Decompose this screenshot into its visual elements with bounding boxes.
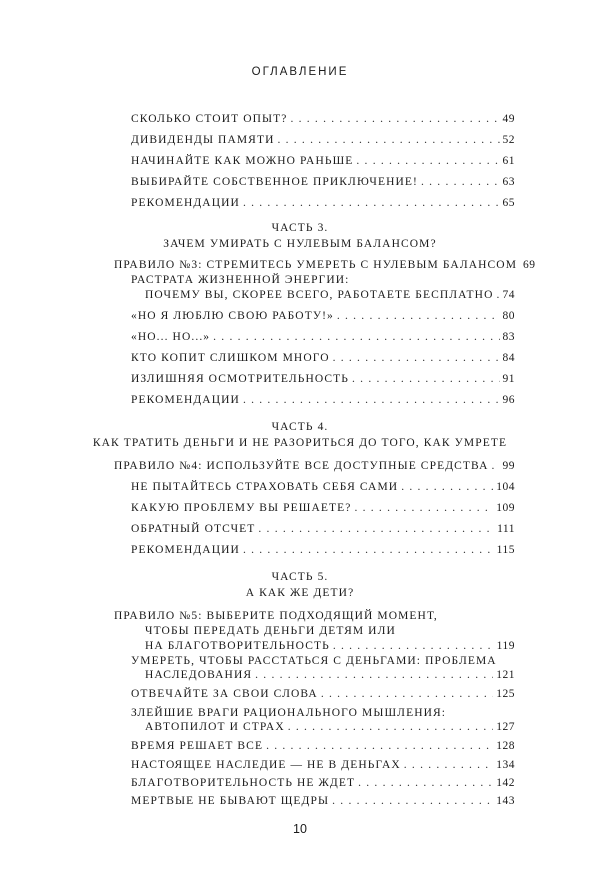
toc-entry[interactable] xyxy=(131,502,515,514)
part-3-number: ЧАСТЬ 3. xyxy=(271,222,329,234)
toc-rule-label[interactable]: ПРАВИЛО №5: ВЫБЕРИТЕ ПОДХОДЯЩИЙ МОМЕНТ, xyxy=(114,610,438,622)
toc-entry-label: ИЗЛИШНЯЯ ОСМОТРИТЕЛЬНОСТЬ xyxy=(131,373,350,385)
dot-leader xyxy=(352,373,499,385)
toc-entry-label: АВТОПИЛОТ И СТРАХ xyxy=(145,721,285,733)
toc-entry[interactable] xyxy=(131,331,515,343)
toc-entry[interactable] xyxy=(131,155,515,167)
part-5-title: А КАК ЖЕ ДЕТИ? xyxy=(245,587,355,599)
dot-leader xyxy=(288,721,494,733)
page-number: 10 xyxy=(293,822,307,836)
dot-leader xyxy=(356,155,499,167)
toc-entry[interactable] xyxy=(131,176,515,188)
toc-entry-page: 109 xyxy=(496,502,515,514)
part-4-number: ЧАСТЬ 4. xyxy=(271,421,329,433)
toc-entry-label: НАСТОЯЩЕЕ НАСЛЕДИЕ — НЕ В ДЕНЬГАХ xyxy=(131,759,401,771)
dot-leader xyxy=(333,640,494,652)
toc-entry-page: 143 xyxy=(496,795,515,807)
toc-entry-page: 74 xyxy=(502,289,515,301)
toc-entry-label: РЕКОМЕНДАЦИИ xyxy=(131,394,240,406)
part-3-title: ЗАЧЕМ УМИРАТЬ С НУЛЕВЫМ БАЛАНСОМ? xyxy=(163,238,437,250)
toc-entry-page: 119 xyxy=(496,640,515,652)
toc-entry-label[interactable]: РАСТРАТА ЖИЗНЕННОЙ ЭНЕРГИИ: xyxy=(131,274,350,286)
toc-entry[interactable] xyxy=(131,394,515,406)
toc-entry-page: 91 xyxy=(502,373,515,385)
part-4-title: КАК ТРАТИТЬ ДЕНЬГИ И НЕ РАЗОРИТЬСЯ ДО ТОГО, КАК УМРЕТЕ xyxy=(92,437,508,449)
dot-leader xyxy=(492,460,500,472)
toc-entry-label: ОБРАТНЫЙ ОТСЧЕТ xyxy=(131,523,256,535)
toc-entry-page: 134 xyxy=(496,759,515,771)
dot-leader xyxy=(421,176,500,188)
dot-leader xyxy=(333,352,500,364)
toc-entry-label: «НО Я ЛЮБЛЮ СВОЮ РАБОТУ!» xyxy=(131,310,334,322)
toc-entry-page: 49 xyxy=(502,113,515,125)
toc-entry[interactable] xyxy=(145,721,515,733)
toc-entry[interactable] xyxy=(131,688,515,700)
toc-entry-page: 99 xyxy=(502,460,515,472)
toc-entry-page: 128 xyxy=(496,740,515,752)
toc-entry-label: ПРАВИЛО №3: СТРЕМИТЕСЬ УМЕРЕТЬ С НУЛЕВЫМ БАЛАНСОМ xyxy=(114,259,518,271)
toc-entry-page: 83 xyxy=(502,331,515,343)
dot-leader xyxy=(358,777,493,789)
toc-entry-label: ПРАВИЛО №4: ИСПОЛЬЗУЙТЕ ВСЕ ДОСТУПНЫЕ СРЕДСТВА xyxy=(114,460,489,472)
toc-entry-label: «НО... НО...» xyxy=(131,331,211,343)
toc-entry-label: НА БЛАГОТВОРИТЕЛЬНОСТЬ xyxy=(145,640,330,652)
toc-entry-page: 61 xyxy=(502,155,515,167)
toc-entry-page: 69 xyxy=(523,259,536,271)
toc-entry[interactable] xyxy=(131,113,515,125)
toc-entry-page: 80 xyxy=(502,310,515,322)
dot-leader xyxy=(258,523,494,535)
dot-leader xyxy=(266,740,493,752)
toc-entry-label: ОТВЕЧАЙТЕ ЗА СВОИ СЛОВА xyxy=(131,688,318,700)
dot-leader xyxy=(332,795,493,807)
toc-entry-label: НАЧИНАЙТЕ КАК МОЖНО РАНЬШЕ xyxy=(131,155,354,167)
toc-entry-label[interactable]: УМЕРЕТЬ, ЧТОБЫ РАССТАТЬСЯ С ДЕНЬГАМИ: ПРОБЛЕМА xyxy=(131,655,497,667)
toc-entry-page: 115 xyxy=(496,544,515,556)
toc-entry-label: КТО КОПИТ СЛИШКОМ МНОГО xyxy=(131,352,330,364)
dot-leader xyxy=(321,688,493,700)
toc-entry[interactable] xyxy=(131,352,515,364)
toc-entry[interactable] xyxy=(131,373,515,385)
toc-entry-label: КАКУЮ ПРОБЛЕМУ ВЫ РЕШАЕТЕ? xyxy=(131,502,352,514)
toc-entry-page: 65 xyxy=(502,197,515,209)
toc-entry-page: 127 xyxy=(496,721,515,733)
toc-entry[interactable] xyxy=(131,481,515,493)
toc-entry-label: НЕ ПЫТАЙТЕСЬ СТРАХОВАТЬ СЕБЯ САМИ xyxy=(131,481,399,493)
toc-entry-label: РЕКОМЕНДАЦИИ xyxy=(131,544,240,556)
dot-leader xyxy=(290,113,499,125)
dot-leader xyxy=(401,481,493,493)
toc-entry[interactable] xyxy=(131,197,515,209)
dot-leader xyxy=(277,134,499,146)
toc-entry-page: 63 xyxy=(502,176,515,188)
toc-entry-label: ВЫБИРАЙТЕ СОБСТВЕННОЕ ПРИКЛЮЧЕНИЕ! xyxy=(131,176,418,188)
toc-rule-entry[interactable] xyxy=(145,640,515,652)
toc-entry-label: ПОЧЕМУ ВЫ, СКОРЕЕ ВСЕГО, РАБОТАЕТЕ БЕСПЛАТНО xyxy=(145,289,494,301)
dot-leader xyxy=(243,394,500,406)
toc-rule-entry[interactable] xyxy=(114,259,536,271)
dot-leader xyxy=(337,310,500,322)
toc-entry-page: 111 xyxy=(497,523,515,535)
toc-entry[interactable] xyxy=(131,759,515,771)
toc-entry[interactable] xyxy=(131,134,515,146)
page-header: ОГЛАВЛЕНИЕ xyxy=(251,66,349,78)
toc-entry-page: 121 xyxy=(496,669,515,681)
dot-leader xyxy=(243,197,500,209)
dot-leader xyxy=(243,544,494,556)
toc-rule-label[interactable]: ЧТОБЫ ПЕРЕДАТЬ ДЕНЬГИ ДЕТЯМ ИЛИ xyxy=(145,625,396,637)
toc-rule-entry[interactable] xyxy=(114,460,515,472)
toc-entry-label: НАСЛЕДОВАНИЯ xyxy=(145,669,253,681)
toc-entry[interactable] xyxy=(145,289,515,301)
toc-entry-label: ДИВИДЕНДЫ ПАМЯТИ xyxy=(131,134,275,146)
dot-leader xyxy=(404,759,493,771)
toc-entry-label[interactable]: ЗЛЕЙШИЕ ВРАГИ РАЦИОНАЛЬНОГО МЫШЛЕНИЯ: xyxy=(131,707,447,719)
toc-entry-label: СКОЛЬКО СТОИТ ОПЫТ? xyxy=(131,113,288,125)
toc-entry-label: БЛАГОТВОРИТЕЛЬНОСТЬ НЕ ЖДЕТ xyxy=(131,777,356,789)
toc-entry[interactable] xyxy=(145,669,515,681)
toc-entry-page: 125 xyxy=(496,688,515,700)
toc-entry-page: 142 xyxy=(496,777,515,789)
toc-entry[interactable] xyxy=(131,795,515,807)
dot-leader xyxy=(354,502,493,514)
toc-entry[interactable] xyxy=(131,310,515,322)
toc-entry-label: ВРЕМЯ РЕШАЕТ ВСЕ xyxy=(131,740,264,752)
toc-entry-label: РЕКОМЕНДАЦИИ xyxy=(131,197,240,209)
dot-leader xyxy=(496,289,499,301)
toc-entry[interactable] xyxy=(131,544,515,556)
toc-entry-page: 84 xyxy=(502,352,515,364)
toc-entry-page: 104 xyxy=(496,481,515,493)
toc-entry[interactable] xyxy=(131,740,515,752)
toc-entry-page: 52 xyxy=(502,134,515,146)
toc-entry-label: МЕРТВЫЕ НЕ БЫВАЮТ ЩЕДРЫ xyxy=(131,795,330,807)
dot-leader xyxy=(213,331,499,343)
toc-entry-page: 96 xyxy=(502,394,515,406)
toc-entry[interactable] xyxy=(131,523,515,535)
dot-leader xyxy=(255,669,493,681)
part-5-number: ЧАСТЬ 5. xyxy=(271,571,329,583)
toc-entry[interactable] xyxy=(131,777,515,789)
